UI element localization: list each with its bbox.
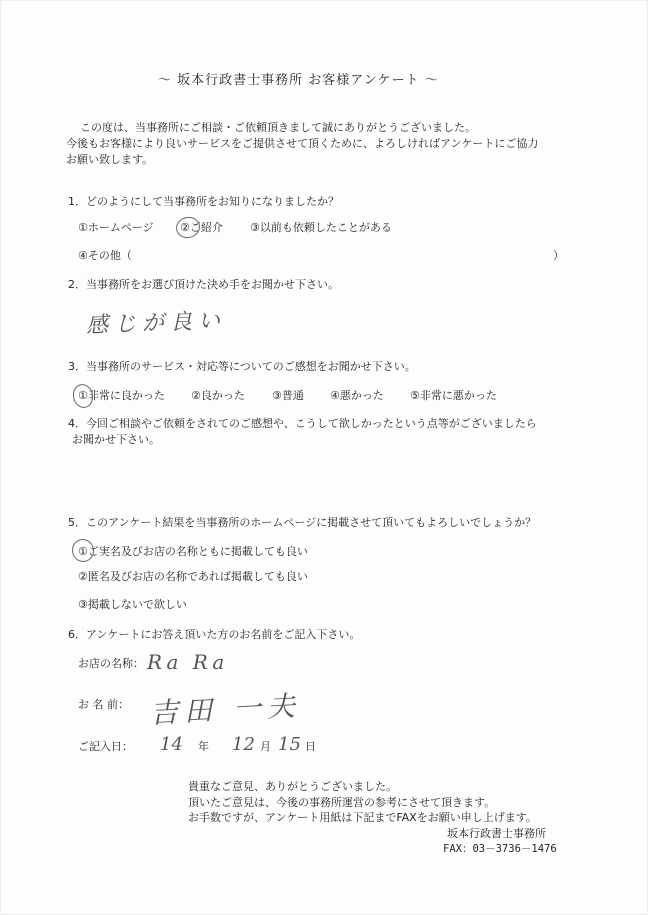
date-year-unit: 年	[198, 740, 209, 753]
q2-handwritten-answer: 感じが良い	[85, 308, 227, 339]
q3-option-very-good: ①非常に良かった	[78, 389, 165, 402]
date-month-unit: 月	[260, 740, 271, 753]
date-label: ご記入日：	[78, 740, 133, 753]
name-handwritten: 吉田 一夫	[149, 689, 302, 730]
office-name: 坂本行政書士事務所	[447, 827, 546, 840]
closing-line-3: お手数ですが、アンケート用紙は下記までFAXをお願い申し上げます。	[188, 811, 537, 824]
q4-question-line-2: お聞かせ下さい。	[72, 433, 160, 446]
date-month-handwritten: 12	[232, 734, 255, 755]
name-label: お 名 前：	[78, 698, 129, 711]
q1-option-other: ④その他（	[78, 249, 132, 262]
date-year-handwritten: 14	[160, 734, 183, 755]
q4-question-line-1: 4．今回ご相談やご依頼をされてのご感想や、こうして欲しかったという点等がございましたら	[68, 417, 537, 430]
shop-name-handwritten: Ra Ra	[147, 650, 229, 674]
date-day-handwritten: 15	[278, 734, 301, 755]
intro-line-1: この度は、当事務所にご相談・ご依頼頂きまして誠にありがとうございました。	[80, 121, 476, 134]
shop-name-label: お店の名称：	[78, 657, 144, 670]
q1-option-previous: ③以前も依頼したことがある	[250, 221, 392, 234]
q1-option-homepage: ①ホームページ	[78, 221, 154, 234]
q1-selected-circle-mark	[174, 215, 202, 241]
q2-question: 2．当事務所をお選び頂けた決め手をお聞かせ下さい。	[68, 278, 339, 291]
q3-question: 3．当事務所のサービス・対応等についてのご感想をお聞かせ下さい。	[68, 360, 416, 373]
closing-line-2: 頂いたご意見は、今後の事務所運営の参考にさせて頂きます。	[188, 796, 496, 809]
page-title: ～ 坂本行政書士事務所 お客様アンケート ～	[158, 73, 439, 88]
fax-number: FAX：03－3736－1476	[443, 843, 557, 855]
q5-option-no-publish: ③掲載しないで欲しい	[78, 598, 187, 611]
q5-selected-circle-mark	[70, 537, 96, 564]
q1-question: 1．どのようにして当事務所をお知りになりましたか？	[68, 195, 339, 208]
closing-line-1: 貴重なご意見、ありがとうございました。	[188, 780, 397, 793]
q1-other-close-paren: ）	[553, 249, 564, 262]
q3-option-average: ③普通	[272, 389, 304, 402]
q3-option-good: ②良かった	[191, 389, 245, 402]
intro-line-3: お願い致します。	[66, 153, 154, 166]
q1-option-referral: ②ご紹介	[180, 221, 223, 234]
q5-question: 5．このアンケート結果を当事務所のホームページに掲載させて頂いてもよろしいでしょうか？	[68, 516, 537, 529]
q6-question: 6．アンケートにお答え頂いた方のお名前をご記入下さい。	[68, 628, 361, 641]
q3-selected-circle-mark	[71, 382, 96, 410]
q5-option-full-name: ①ご実名及びお店の名称ともに掲載しても良い	[78, 545, 308, 558]
intro-line-2: 今後もお客様により良いサービスをご提供させて頂くために、よろしければアンケートにご協力	[66, 137, 539, 150]
q3-option-very-bad: ⑤非常に悪かった	[410, 389, 497, 402]
q5-option-anonymous: ②匿名及びお店の名称であれば掲載しても良い	[78, 570, 308, 583]
q3-option-bad: ④悪かった	[330, 389, 384, 402]
date-day-unit: 日	[305, 740, 316, 753]
